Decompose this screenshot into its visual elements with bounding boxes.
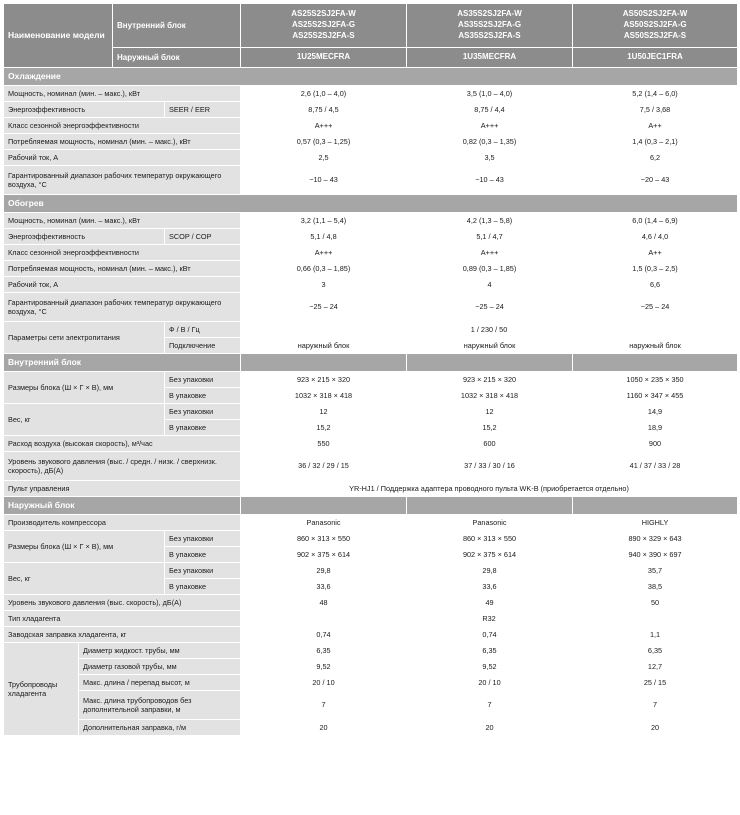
cell-value: −25 – 24 — [573, 293, 738, 322]
cell-value: 1032 × 318 × 418 — [407, 388, 573, 404]
section-blank — [573, 497, 738, 515]
outdoor-model: 1U25MECFRA — [241, 48, 407, 68]
cell-value: 15,2 — [407, 420, 573, 436]
cell-value: 940 × 390 × 697 — [573, 547, 738, 563]
model-name: AS35S2SJ2FA-W — [457, 9, 522, 19]
cell-value: HIGHLY — [573, 515, 738, 531]
cell-value: 3,5 — [407, 150, 573, 166]
section-cooling — [4, 68, 738, 86]
model-name: AS35S2SJ2FA-G — [457, 20, 522, 30]
table-row — [4, 166, 738, 195]
table-row — [4, 595, 738, 611]
cell-value: 48 — [241, 595, 407, 611]
table-row — [4, 322, 738, 338]
header-model-row — [4, 4, 738, 48]
table-row — [4, 691, 738, 720]
row-label: Трубопроводы хладагента — [4, 643, 79, 736]
row-sublabel: В упаковке — [165, 579, 241, 595]
row-label: Рабочий ток, А — [4, 277, 241, 293]
cell-value: YR-HJ1 / Поддержка адаптера проводного пульта WK-B (приобретается отдельно) — [241, 481, 738, 497]
cell-value: 9,52 — [407, 659, 573, 675]
cell-value: 1,1 — [573, 627, 738, 643]
table-row — [4, 720, 738, 736]
row-label: Производитель компрессора — [4, 515, 241, 531]
row-label: Потребляемая мощность, номинал (мин. – макс.), кВт — [4, 261, 241, 277]
table-row — [4, 229, 738, 245]
cell-value: 1050 × 235 × 350 — [573, 372, 738, 388]
outdoor-unit-header: Наружный блок — [113, 48, 241, 68]
outdoor-model: 1U35MECFRA — [407, 48, 573, 68]
cell-value: 6,35 — [407, 643, 573, 659]
cell-value: 20 / 10 — [407, 675, 573, 691]
cell-value: 902 × 375 × 614 — [407, 547, 573, 563]
table-row — [4, 213, 738, 229]
row-sublabel: Подключение — [165, 338, 241, 354]
model-name: AS25S2SJ2FA-W — [291, 9, 356, 19]
row-sublabel: Без упаковки — [165, 372, 241, 388]
cell-value: A++ — [573, 245, 738, 261]
row-label: Уровень звукового давления (выс. / средн. / низк. / сверхнизк. скорость), дБ(А) — [4, 452, 241, 481]
table-row — [4, 675, 738, 691]
cell-value: 12 — [241, 404, 407, 420]
row-label: Энергоэффективность — [4, 229, 165, 245]
cell-value: 2,6 (1,0 – 4,0) — [241, 86, 407, 102]
cell-value: 20 / 10 — [241, 675, 407, 691]
cell-value: 0,74 — [407, 627, 573, 643]
cell-value: 923 × 215 × 320 — [241, 372, 407, 388]
model-name: AS25S2SJ2FA-S — [292, 30, 355, 40]
table-row — [4, 261, 738, 277]
row-label: Тип хладагента — [4, 611, 241, 627]
cell-value: R32 — [241, 611, 738, 627]
row-label: Заводская заправка хладагента, кг — [4, 627, 241, 643]
table-row — [4, 436, 738, 452]
table-row — [4, 659, 738, 675]
table-row — [4, 86, 738, 102]
cell-value: 5,2 (1,4 – 6,0) — [573, 86, 738, 102]
cell-value: 4 — [407, 277, 573, 293]
cell-value: 35,7 — [573, 563, 738, 579]
cell-value: 1,4 (0,3 – 2,1) — [573, 134, 738, 150]
table-row — [4, 102, 738, 118]
cell-value: 15,2 — [241, 420, 407, 436]
cell-value: 1,5 (0,3 – 2,5) — [573, 261, 738, 277]
row-label: Мощность, номинал (мин. – макс.), кВт — [4, 213, 241, 229]
model-name: AS35S2SJ2FA-S — [458, 30, 521, 40]
cell-value: 20 — [573, 720, 738, 736]
section-title: Обогрев — [4, 195, 738, 213]
row-label: Вес, кг — [4, 404, 165, 436]
cell-value: 6,0 (1,4 – 6,9) — [573, 213, 738, 229]
cell-value: 860 × 313 × 550 — [407, 531, 573, 547]
table-row — [4, 627, 738, 643]
row-sublabel: В упаковке — [165, 388, 241, 404]
cell-value: Panasonic — [241, 515, 407, 531]
cell-value: 1 / 230 / 50 — [241, 322, 738, 338]
cell-value: 0,74 — [241, 627, 407, 643]
cell-value: 550 — [241, 436, 407, 452]
cell-value: 50 — [573, 595, 738, 611]
table-row — [4, 515, 738, 531]
cell-value: 36 / 32 / 29 / 15 — [241, 452, 407, 481]
cell-value: наружный блок — [573, 338, 738, 354]
model-column-1 — [241, 4, 407, 48]
row-sublabel: SCOP / COP — [165, 229, 241, 245]
cell-value: 41 / 37 / 33 / 28 — [573, 452, 738, 481]
cell-value: 14,9 — [573, 404, 738, 420]
row-sublabel: Дополнительная заправка, г/м — [79, 720, 241, 736]
cell-value: 12 — [407, 404, 573, 420]
row-label: Гарантированный диапазон рабочих температур окружающего воздуха, °С — [4, 293, 241, 322]
cell-value: 4,6 / 4,0 — [573, 229, 738, 245]
cell-value: 600 — [407, 436, 573, 452]
section-blank — [241, 354, 407, 372]
row-sublabel: В упаковке — [165, 420, 241, 436]
row-label: Размеры блока (Ш × Г × В), мм — [4, 372, 165, 404]
row-label: Потребляемая мощность, номинал (мин. – макс.), кВт — [4, 134, 241, 150]
model-column-3 — [573, 4, 738, 48]
indoor-unit-header: Внутренний блок — [113, 4, 241, 48]
row-label: Вес, кг — [4, 563, 165, 595]
cell-value: 6,2 — [573, 150, 738, 166]
cell-value: 0,57 (0,3 – 1,25) — [241, 134, 407, 150]
cell-value: 0,82 (0,3 – 1,35) — [407, 134, 573, 150]
row-label: Мощность, номинал (мин. – макс.), кВт — [4, 86, 241, 102]
table-row — [4, 118, 738, 134]
cell-value: 20 — [241, 720, 407, 736]
model-name: AS50S2SJ2FA-W — [622, 9, 688, 19]
section-blank — [407, 354, 573, 372]
table-row — [4, 293, 738, 322]
outdoor-model: 1U50JEC1FRA — [573, 48, 738, 68]
section-outdoor — [4, 497, 738, 515]
row-sublabel: SEER / EER — [165, 102, 241, 118]
row-sublabel: Без упаковки — [165, 563, 241, 579]
cell-value: 20 — [407, 720, 573, 736]
cell-value: 8,75 / 4,5 — [241, 102, 407, 118]
row-sublabel: Диаметр жидкост. трубы, мм — [79, 643, 241, 659]
cell-value: A+++ — [407, 118, 573, 134]
cell-value: −20 – 43 — [573, 166, 738, 195]
model-name: AS50S2SJ2FA-S — [623, 30, 687, 40]
cell-value: A+++ — [241, 245, 407, 261]
row-label: Уровень звукового давления (выс. скорость), дБ(А) — [4, 595, 241, 611]
table-row — [4, 245, 738, 261]
cell-value: наружный блок — [407, 338, 573, 354]
cell-value: 5,1 / 4,8 — [241, 229, 407, 245]
section-blank — [241, 497, 407, 515]
cell-value: 38,5 — [573, 579, 738, 595]
row-label: Гарантированный диапазон рабочих температур окружающего воздуха, °С — [4, 166, 241, 195]
cell-value: 6,35 — [241, 643, 407, 659]
cell-value: Panasonic — [407, 515, 573, 531]
row-sublabel: В упаковке — [165, 547, 241, 563]
cell-value: 12,7 — [573, 659, 738, 675]
table-row — [4, 643, 738, 659]
row-label: Размеры блока (Ш × Г × В), мм — [4, 531, 165, 563]
row-label: Энергоэффективность — [4, 102, 165, 118]
cell-value: −25 – 24 — [241, 293, 407, 322]
cell-value: 900 — [573, 436, 738, 452]
cell-value: 3 — [241, 277, 407, 293]
section-title: Внутренний блок — [4, 354, 241, 372]
header-outdoor-row — [4, 48, 738, 68]
table-row — [4, 277, 738, 293]
cell-value: −25 – 24 — [407, 293, 573, 322]
cell-value: 8,75 / 4,4 — [407, 102, 573, 118]
cell-value: A++ — [573, 118, 738, 134]
cell-value: 3,5 (1,0 – 4,0) — [407, 86, 573, 102]
cell-value: 4,2 (1,3 – 5,8) — [407, 213, 573, 229]
table-row — [4, 563, 738, 579]
spec-table — [3, 3, 738, 736]
cell-value: 6,6 — [573, 277, 738, 293]
cell-value: 1160 × 347 × 455 — [573, 388, 738, 404]
table-row — [4, 531, 738, 547]
cell-value: 2,5 — [241, 150, 407, 166]
cell-value: 1032 × 318 × 418 — [241, 388, 407, 404]
cell-value: 7 — [573, 691, 738, 720]
table-row — [4, 134, 738, 150]
row-label: Класс сезонной энергоэффективности — [4, 118, 241, 134]
cell-value: 3,2 (1,1 – 5,4) — [241, 213, 407, 229]
section-blank — [573, 354, 738, 372]
table-row — [4, 481, 738, 497]
cell-value: 860 × 313 × 550 — [241, 531, 407, 547]
row-label: Пульт управления — [4, 481, 241, 497]
cell-value: 890 × 329 × 643 — [573, 531, 738, 547]
model-name: AS50S2SJ2FA-G — [623, 20, 687, 30]
cell-value: A+++ — [407, 245, 573, 261]
cell-value: 902 × 375 × 614 — [241, 547, 407, 563]
model-name: AS25S2SJ2FA-G — [291, 20, 356, 30]
cell-value: 25 / 15 — [573, 675, 738, 691]
section-blank — [407, 497, 573, 515]
cell-value: 5,1 / 4,7 — [407, 229, 573, 245]
section-title: Охлаждение — [4, 68, 738, 86]
cell-value: 7,5 / 3,68 — [573, 102, 738, 118]
cell-value: 18,9 — [573, 420, 738, 436]
cell-value: 7 — [241, 691, 407, 720]
section-indoor — [4, 354, 738, 372]
cell-value: 0,89 (0,3 – 1,85) — [407, 261, 573, 277]
cell-value: наружный блок — [241, 338, 407, 354]
row-sublabel: Макс. длина / перепад высот, м — [79, 675, 241, 691]
cell-value: 33,6 — [241, 579, 407, 595]
table-row — [4, 404, 738, 420]
cell-value: 7 — [407, 691, 573, 720]
row-sublabel: Макс. длина трубопроводов без дополнительной заправки, м — [79, 691, 241, 720]
row-sublabel: Диаметр газовой трубы, мм — [79, 659, 241, 675]
table-row — [4, 452, 738, 481]
row-label: Рабочий ток, А — [4, 150, 241, 166]
model-column-2 — [407, 4, 573, 48]
cell-value: 33,6 — [407, 579, 573, 595]
cell-value: 49 — [407, 595, 573, 611]
cell-value: 923 × 215 × 320 — [407, 372, 573, 388]
section-title: Наружный блок — [4, 497, 241, 515]
cell-value: 37 / 33 / 30 / 16 — [407, 452, 573, 481]
cell-value: 6,35 — [573, 643, 738, 659]
row-label: Параметры сети электропитания — [4, 322, 165, 354]
row-sublabel: Без упаковки — [165, 404, 241, 420]
model-name-header: Наименование модели — [4, 4, 113, 68]
section-heating — [4, 195, 738, 213]
table-row — [4, 372, 738, 388]
cell-value: 29,8 — [407, 563, 573, 579]
row-sublabel: Ф / В / Гц — [165, 322, 241, 338]
cell-value: 9,52 — [241, 659, 407, 675]
cell-value: 29,8 — [241, 563, 407, 579]
cell-value: −10 – 43 — [407, 166, 573, 195]
row-sublabel: Без упаковки — [165, 531, 241, 547]
row-label: Расход воздуха (высокая скорость), м³/час — [4, 436, 241, 452]
cell-value: A+++ — [241, 118, 407, 134]
row-label: Класс сезонной энергоэффективности — [4, 245, 241, 261]
table-row — [4, 611, 738, 627]
table-row — [4, 150, 738, 166]
cell-value: 0,66 (0,3 – 1,85) — [241, 261, 407, 277]
cell-value: −10 – 43 — [241, 166, 407, 195]
